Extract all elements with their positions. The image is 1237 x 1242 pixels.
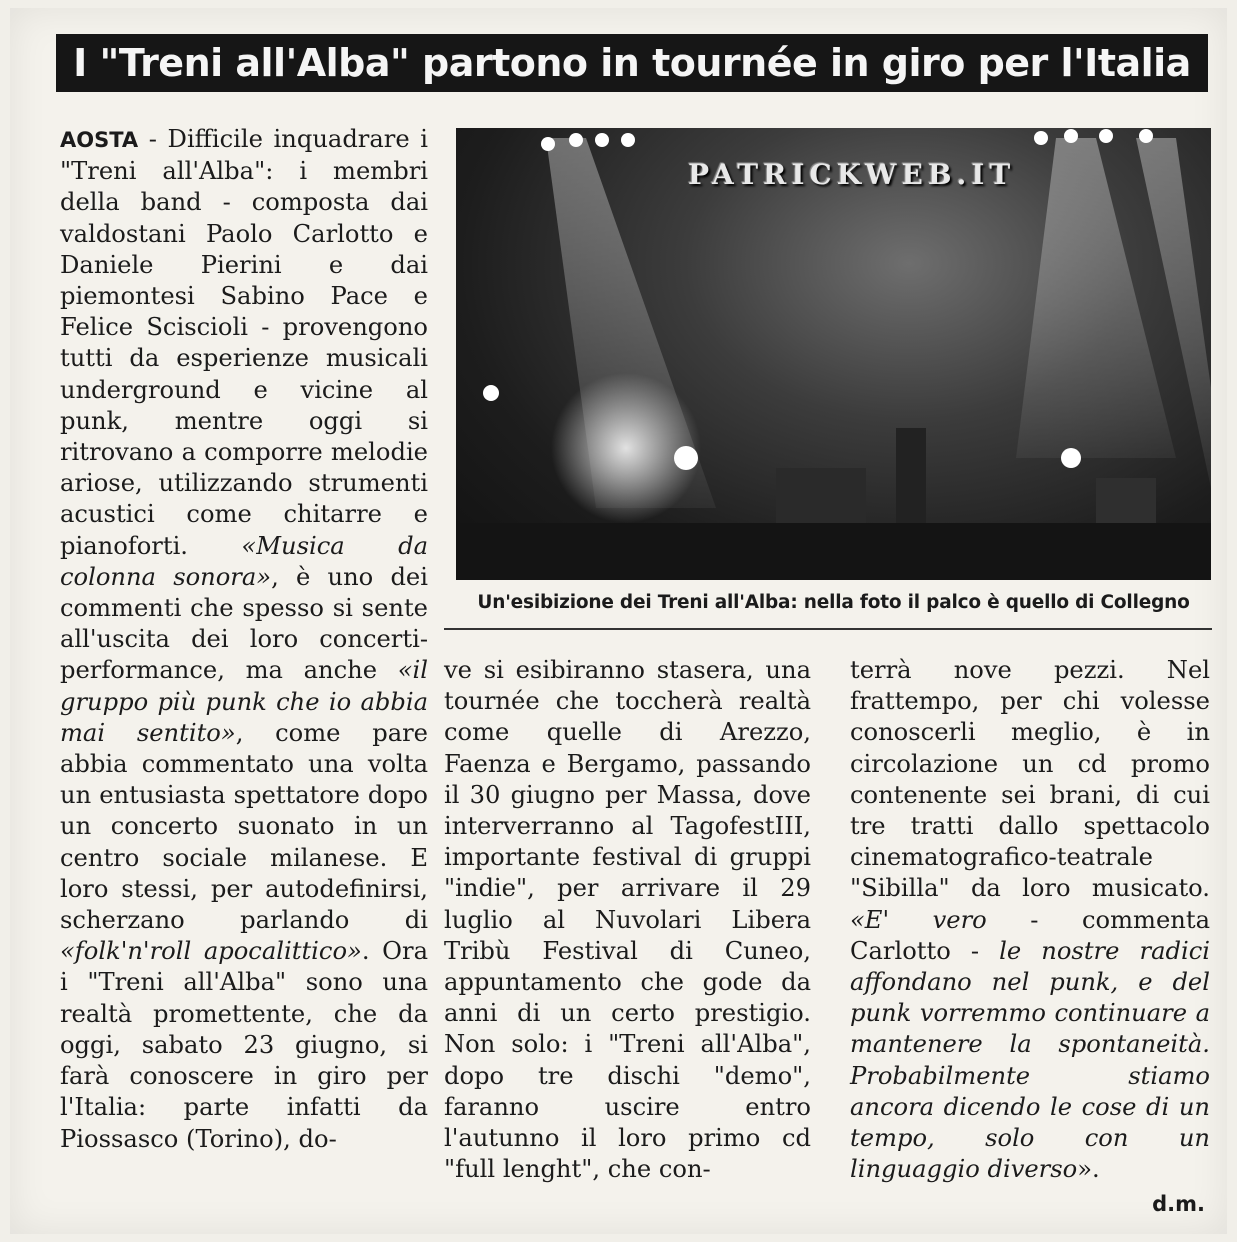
headline: I "Treni all'Alba" partono in tournée in giro per l'Italia: [56, 34, 1208, 92]
quote: «il gruppo più punk che io abbia mai sentito»: [60, 656, 428, 747]
article-column-3: [850, 655, 1210, 1185]
stage-floor: [456, 523, 1211, 580]
quote: «folk'n'roll apocalittico»: [60, 937, 362, 966]
quote: «E' vero: [850, 905, 987, 934]
concert-photo: [456, 128, 1211, 580]
article-column-1: [60, 124, 428, 1155]
author-signature: d.m.: [1152, 1192, 1205, 1216]
stage-glow: [551, 373, 701, 523]
text-segment: - Difficile inquadrare i "Treni all'Alba": i membri della band - composta dai valdostani Paolo Carlotto e Daniele Pierini e dai piemontesi Sabino Pace e Felice Sciscioli - provengono tutti da esperienze musicali underground e vicine al punk, mentre oggi si ritrovano a comporre melodie ariose, utilizzando strumenti acustici come chitarre e pianoforti.: [60, 125, 428, 560]
text-segment: , come pare abbia commentato una volta un entusiasta spettatore dopo un concerto suonato in un centro sociale milanese. E loro stessi, per autodefinirsi, scherzano parlando di: [60, 718, 428, 935]
amplifier: [776, 468, 866, 523]
dateline: AOSTA: [60, 128, 139, 152]
text-segment: terrà nove pezzi. Nel frattempo, per chi volesse conoscerli meglio, è in circolazione un cd promo contenente sei brani, di cui tre tratti dallo spettacolo cinematografico-teatrale "Sibilla" da loro musicato.: [850, 656, 1210, 903]
article-column-2: [444, 655, 811, 1185]
text-segment: , è uno dei commenti che spesso si sente all'uscita dei loro concerti-performance, ma anche: [60, 562, 428, 685]
quote: «Musica da colonna sonora»: [60, 531, 428, 591]
quote: le nostre radici affondano nel punk, e del punk vorremmo continuare a mantenere la spontaneità. Probabilmente stiamo ancora dicendo le cose di un tempo, solo con un linguaggio diverso: [850, 936, 1210, 1184]
stage-light: [1061, 448, 1081, 468]
text-segment: ve si esibiranno stasera, una tournée che toccherà realtà come quelle di Arezzo, Faenza e Bergamo, passando il 30 giugno per Massa, dove interverranno al TagofestIII, importante festival di gruppi "indie", per arrivare il 29 luglio al Nuvolari Libera Tribù Festival di Cuneo, appuntamento che gode da anni di un certo prestigio. Non solo: i "Treni all'Alba", dopo tre dischi "demo", faranno uscire entro l'autunno il loro primo cd "full lenght", che con-: [444, 656, 811, 1184]
divider: [444, 628, 1212, 630]
text-segment: . Ora i "Treni all'Alba" sono una realtà promettente, che da oggi, sabato 23 giugno, si farà conoscere in giro per l'Italia: parte infatti da Piossasco (Torino), do-: [60, 937, 428, 1153]
stage-light: [483, 385, 499, 401]
stage-light: [674, 446, 698, 470]
amplifier: [1096, 478, 1156, 523]
text-segment: - commenta Carlotto -: [850, 905, 1210, 965]
watermark: PATRICKWEB.IT: [688, 158, 1016, 191]
text-segment: ».: [1077, 1155, 1100, 1184]
stage-illustration: [456, 128, 1211, 580]
photo-caption: Un'esibizione dei Treni all'Alba: nella foto il palco è quello di Collegno: [477, 592, 1190, 613]
performer-silhouette: [896, 428, 926, 523]
